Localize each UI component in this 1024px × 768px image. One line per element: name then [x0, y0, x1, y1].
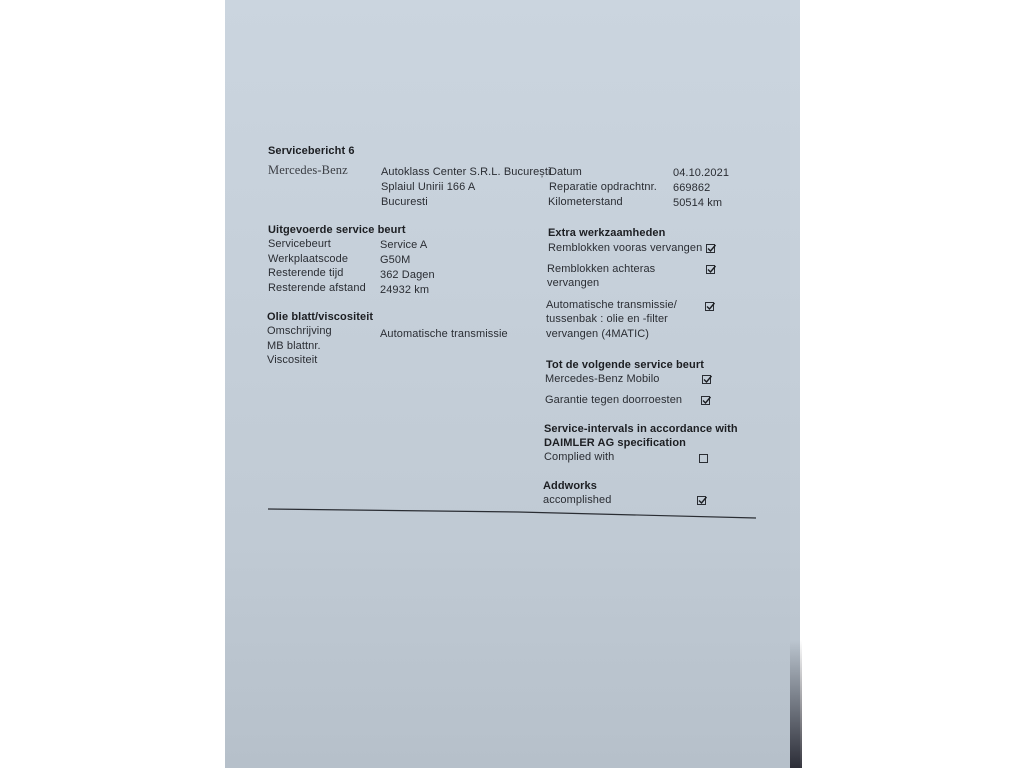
service-value: 24932 km: [380, 284, 430, 296]
paper-sheet: [225, 0, 800, 768]
oil-heading: Olie blatt/viscositeit: [267, 311, 374, 323]
oil-label: MB blattnr.: [267, 340, 321, 352]
next-heading: Tot de volgende service beurt: [546, 359, 704, 371]
footer-rule: [268, 508, 756, 522]
report-title: Servicebericht 6: [268, 145, 355, 157]
service-label: Servicebeurt: [268, 238, 331, 250]
service-value: 362 Dagen: [380, 269, 435, 281]
service-label: Resterende tijd: [268, 267, 344, 279]
extra-item-label: Remblokken vooras vervangen: [548, 242, 703, 254]
checkbox[interactable]: [705, 302, 714, 311]
meta-value-date: 04.10.2021: [673, 167, 730, 179]
checkbox[interactable]: [701, 396, 710, 405]
dealer-name: Autoklass Center S.R.L. București: [381, 166, 551, 178]
addworks-item-label: accomplished: [543, 494, 612, 506]
service-heading: Uitgevoerde service beurt: [268, 224, 406, 236]
checkbox[interactable]: [706, 244, 715, 253]
service-label: Werkplaatscode: [268, 253, 349, 265]
checkbox[interactable]: [697, 496, 706, 505]
background-edge: [790, 640, 802, 768]
checkbox[interactable]: [699, 454, 708, 463]
meta-label-order: Reparatie opdrachtnr.: [549, 181, 657, 193]
extra-item-label: tussenbak : olie en -filter: [546, 313, 668, 325]
oil-value: Automatische transmissie: [380, 328, 508, 340]
meta-value-km: 50514 km: [673, 197, 723, 209]
checkbox[interactable]: [706, 265, 715, 274]
intervals-heading: Service-intervals in accordance with: [544, 423, 738, 435]
oil-label: Omschrijving: [267, 325, 332, 337]
meta-value-order: 669862: [673, 182, 711, 194]
oil-label: Viscositeit: [267, 354, 318, 366]
meta-label-km: Kilometerstand: [548, 196, 623, 208]
next-item-label: Mercedes-Benz Mobilo: [545, 373, 660, 385]
extra-item-label: vervangen: [547, 277, 600, 289]
addworks-heading: Addworks: [543, 480, 597, 492]
next-item-label: Garantie tegen doorroesten: [545, 394, 683, 406]
dealer-street: Splaiul Unirii 166 A: [381, 181, 476, 193]
extra-item-label: Automatische transmissie/: [546, 299, 677, 311]
checkbox[interactable]: [702, 375, 711, 384]
extra-heading: Extra werkzaamheden: [548, 227, 666, 239]
dealer-city: Bucuresti: [381, 196, 428, 208]
meta-label-date: Datum: [549, 166, 582, 178]
service-value: G50M: [380, 254, 411, 266]
service-value: Service A: [380, 239, 428, 251]
extra-item-label: vervangen (4MATIC): [546, 328, 650, 340]
service-label: Resterende afstand: [268, 282, 366, 294]
brand-logo-text: Mercedes-Benz: [268, 163, 348, 177]
extra-item-label: Remblokken achteras: [547, 263, 656, 275]
intervals-heading: DAIMLER AG specification: [544, 437, 686, 449]
intervals-item-label: Complied with: [544, 451, 615, 463]
